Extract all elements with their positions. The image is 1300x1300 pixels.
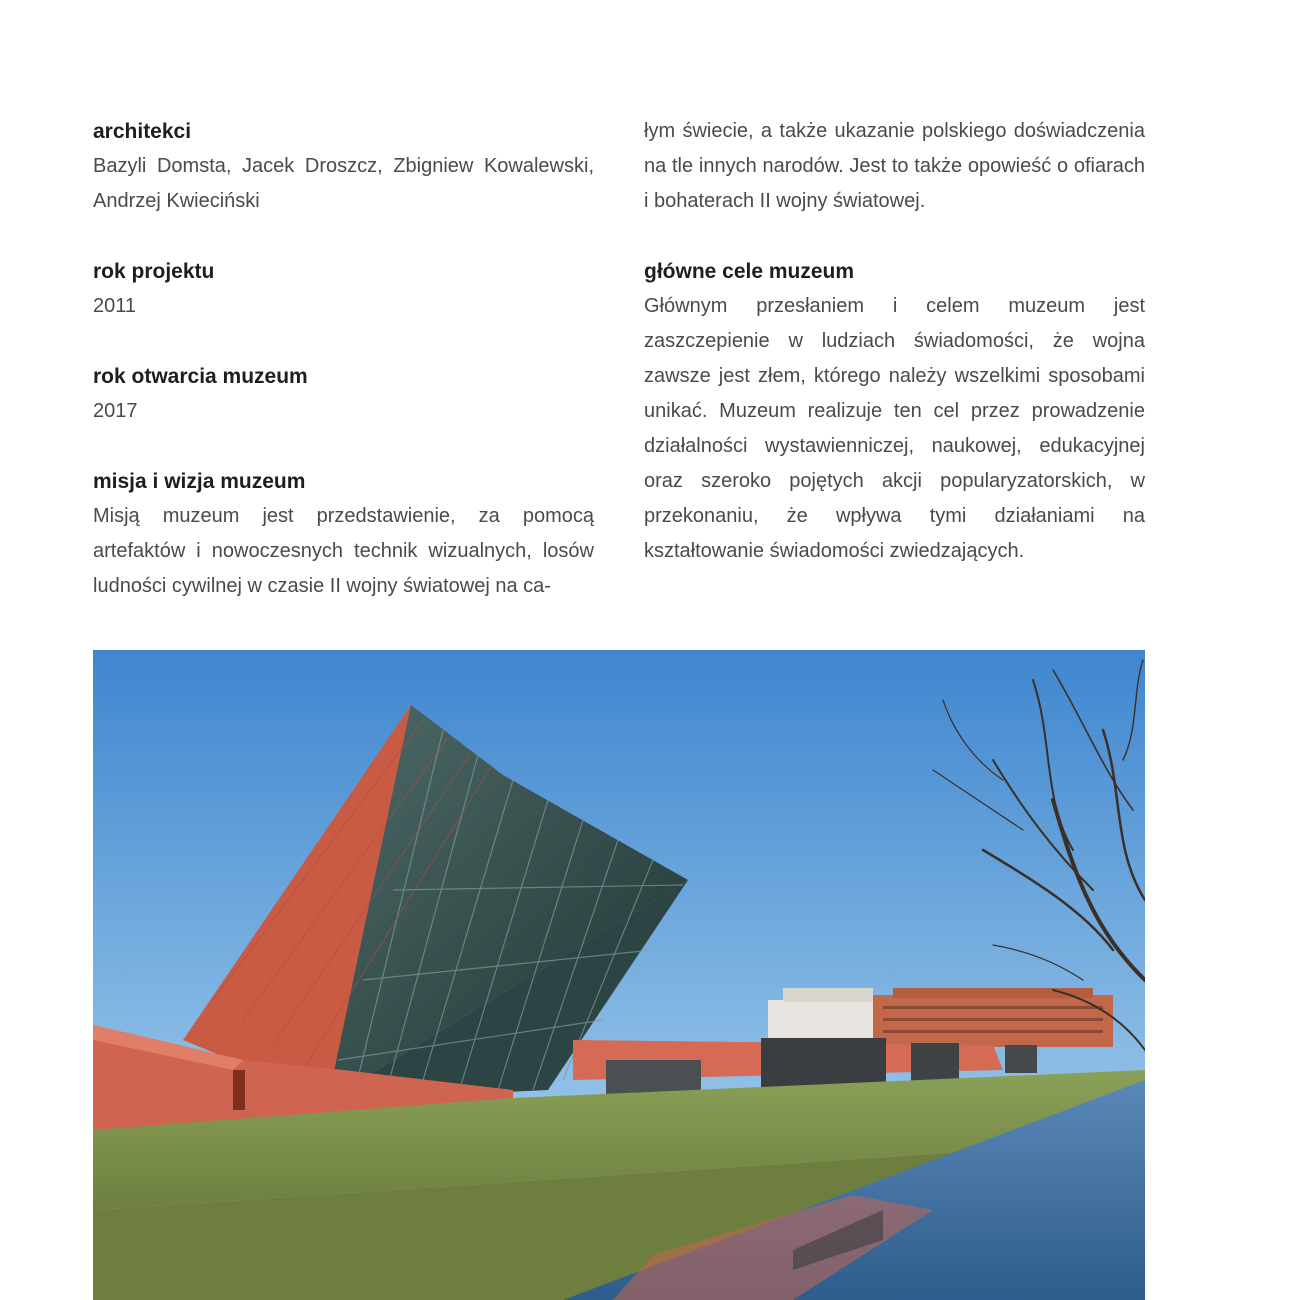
mission-text: Misją muzeum jest przedstawienie, za pomocą artefaktów i nowoczesnych technik wizualnych, losów ludności cywilnej w czasie II wojny światowej na ca-: [93, 505, 594, 597]
architects-heading: architekci: [93, 120, 192, 143]
project-year-section: [93, 254, 594, 324]
goals-heading: główne cele muzeum: [644, 260, 855, 283]
opening-year-section: [93, 359, 594, 429]
right-text-column: [644, 114, 1145, 604]
left-text-column: [93, 114, 594, 639]
opening-year-heading: rok otwarcia muzeum: [93, 365, 308, 388]
project-year-heading: rok projektu: [93, 260, 215, 283]
museum-photo: [93, 650, 1145, 1300]
mission-continuation-section: [644, 114, 1145, 219]
architects-section: [93, 114, 594, 219]
mission-heading: misja i wizja muzeum: [93, 470, 306, 493]
mission-section: [93, 464, 594, 604]
goals-text: Głównym przesłaniem i celem muzeum jest zaszczepienie w ludziach świadomości, że wojna zawsze jest złem, którego należy wszelkimi sposobami unikać. Muzeum realizuje ten cel przez prowadzenie działalności wystawienniczej, naukowej, edukacyjnej oraz szeroko pojętych akcji popularyzatorskich, w przekonaniu, że wpływa tymi działaniami na kształtowanie świadomości zwiedzających.: [644, 295, 1145, 562]
architects-text: Bazyli Domsta, Jacek Droszcz, Zbigniew Kowalewski, Andrzej Kwieciński: [93, 155, 594, 212]
mission-continuation-text: łym świecie, a także ukazanie polskiego doświadczenia na tle innych narodów. Jest to także opowieść o ofiarach i bohaterach II wojny światowej.: [644, 120, 1145, 212]
project-year-text: 2011: [93, 295, 137, 317]
goals-section: [644, 254, 1145, 569]
opening-year-text: 2017: [93, 400, 138, 422]
